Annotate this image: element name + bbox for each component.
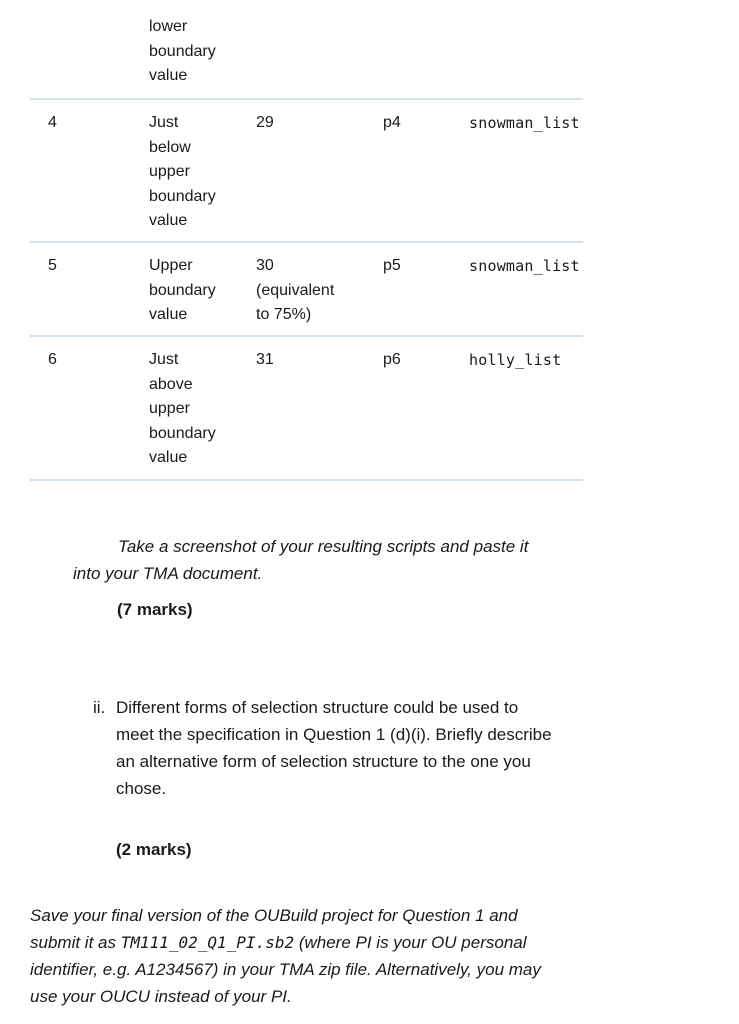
cell-description: lower boundary value [149, 18, 216, 84]
cell-description: Upper boundary value [149, 257, 216, 323]
cell-description: Just above upper boundary value [149, 351, 216, 466]
cell-input-value: 29 [256, 114, 274, 131]
table-row-continued [30, 0, 583, 100]
question-ii-marker: ii. [93, 698, 106, 717]
marks-label-7: (7 marks) [117, 600, 193, 619]
cell-expected-list: holly_list [469, 351, 562, 369]
cell-test-number: 4 [48, 114, 57, 131]
cell-expected-list: snowman_list [469, 114, 580, 132]
cell-test-number: 6 [48, 351, 57, 368]
screenshot-instruction: Take a screenshot of your resulting scripts and paste it into your TMA document. [73, 537, 529, 583]
table-row [30, 243, 583, 337]
table-row [30, 100, 583, 243]
project-filename: TM111_02_Q1_PI.sb2 [120, 933, 295, 952]
cell-input-value: 31 [256, 351, 274, 368]
cell-variable: p4 [383, 114, 401, 131]
save-instructions: Save your final version of the OUBuild project for Question 1 and submit it as TM111_02_Q1_PI.sb2 (where PI is your OU personal identifier, e.g. A1234567) in your TMA zip file. Alternatively, you may use your OUCU instead of your PI. [30, 906, 541, 1006]
marks-label-2: (2 marks) [116, 840, 192, 859]
question-ii-text: Different forms of selection structure could be used to meet the specification in Question 1 (d)(i). Briefly describe an alternative form of selection structure to the one you chose. [116, 698, 552, 798]
cell-variable: p5 [383, 257, 401, 274]
cell-input-value: 30 (equivalent to 75%) [256, 257, 335, 323]
cell-test-number: 5 [48, 257, 57, 274]
cell-expected-list: snowman_list [469, 257, 580, 275]
cell-description: Just below upper boundary value [149, 114, 216, 229]
cell-variable: p6 [383, 351, 401, 368]
test-cases-table [30, 0, 583, 481]
table-row [30, 337, 583, 481]
